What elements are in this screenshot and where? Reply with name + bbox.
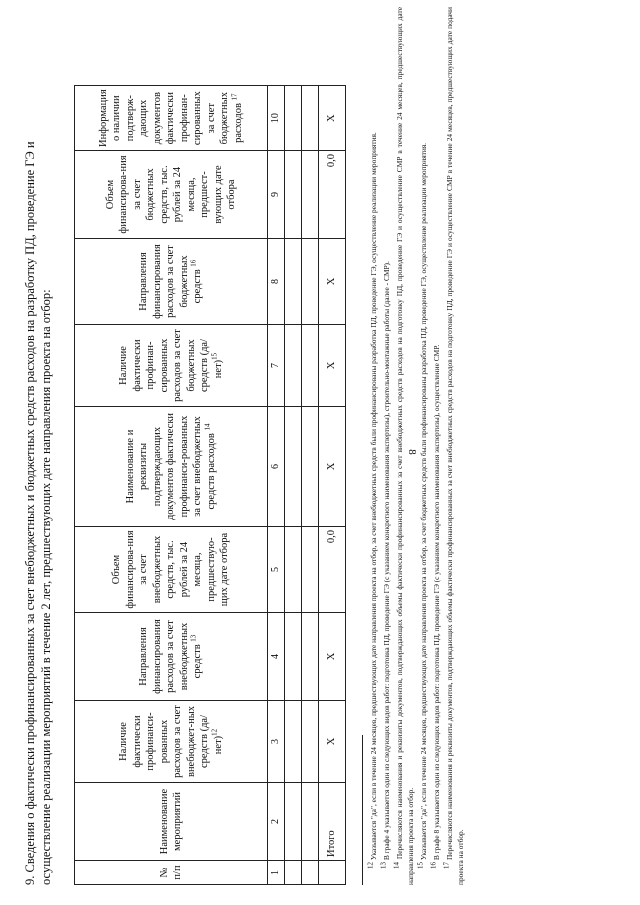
page-number: 8 [406, 449, 418, 455]
footnote: $^{16}$ В графе 8 указывается один из следующих видов работ: подготовка ПД, проведение ГЭ (с указанием конкретного наименования экспертизы), осуществление СМР. [429, 344, 441, 869]
total-cell: X [319, 613, 346, 701]
table-cell [302, 151, 319, 239]
column-number: 5 [268, 527, 285, 613]
column-number: 9 [268, 151, 285, 239]
column-number: 1 [268, 861, 285, 885]
column-number-row [268, 86, 285, 885]
table-cell [302, 783, 319, 861]
header-cell-9: Объем финансирова-ния за счет бюджетных средств, тыс. рублей за 24 месяца, предшест-вующих дате отбора [75, 151, 268, 239]
rotated-sheet [22, 0, 622, 893]
column-number: 2 [268, 783, 285, 861]
header-cell-4: Направления финансирования расходов за счет внебюджетных средств $^{13}$ [75, 613, 268, 701]
column-number: 10 [268, 86, 285, 151]
footnote: $^{12}$ Указывается "да", если в течение 24 месяцев, предшествующих дате направления проекта на отбор, за счет внебюджетных средств были профинансированы разработка ПД, проведение ГЭ, осуществление реализации мероприятия. [366, 132, 378, 869]
total-cell: X [319, 701, 346, 783]
footnotes [368, 7, 468, 885]
column-number: 8 [268, 239, 285, 325]
column-number: 6 [268, 407, 285, 527]
table-row [285, 86, 302, 885]
footnote: $^{17}$ Перечисляются наименования и реквизиты документов, подтверждающих объемы фактически профинансированных за счет внебюджетных средств расходов на подготовку ПД, проведение ГЭ и осуществление СМР в течение 24 месяцев, предшествующих дате подачи проекта на отбор. [442, 7, 465, 885]
table-cell [285, 86, 302, 151]
total-row [319, 86, 346, 885]
header-cell-7: Наличие фактически профинан-сированных расходов за счет бюджетных средств $(да/нет)^{15}$ [75, 325, 268, 407]
total-label: Итого [319, 783, 346, 861]
table-cell [285, 613, 302, 701]
table-cell [302, 701, 319, 783]
total-cell: X [319, 239, 346, 325]
total-cell: 0,0 [319, 151, 346, 239]
table-cell [302, 613, 319, 701]
total-cell [319, 861, 346, 885]
total-cell: X [319, 407, 346, 527]
table-cell [302, 239, 319, 325]
footnote: $^{15}$ Указывается "да", если в течение 24 месяцев, предшествующих дате направления проекта на отбор, за счет бюджетных средств были профинансированы разработка ПД, проведение ГЭ, осуществление реализации мероприятия. [416, 142, 428, 869]
table-cell [302, 325, 319, 407]
header-cell-2: Наименование мероприятий [75, 783, 268, 861]
total-cell: X [319, 86, 346, 151]
heading-line-2: осуществление реализации мероприятий в течение 2 лет, предшествующих дате направления проекта на отбор: [39, 289, 53, 885]
table-cell [285, 325, 302, 407]
table-cell [302, 861, 319, 885]
table-cell [285, 407, 302, 527]
total-cell: 0,0 [319, 527, 346, 613]
header-cell-5: Объем финансирова-ния за счет внебюджетных средств, тыс. рублей за 24 месяца, предшествую-щих дате отбора [75, 527, 268, 613]
total-cell: X [319, 325, 346, 407]
financing-table [74, 85, 346, 885]
table-cell [285, 701, 302, 783]
footnote-divider [362, 735, 363, 885]
footnote: $^{13}$ В графе 4 указывается один из следующих видов работ: подготовка ПД, проведение ГЭ (с указанием конкретного наименования экспертизы), строительно-монтажные работы (далее - СМР). [379, 261, 391, 869]
heading-line-1: 9. Сведения о фактически профинансированных за счет внебюджетных и бюджетных средств расходов на разработку ПД, проведение ГЭ и [23, 141, 37, 885]
header-cell-6: Наименование и реквизиты подтверждающих документов фактически профинанси-рованных за счет внебюджетных средств расходов $^{14}$ [75, 407, 268, 527]
table-cell [285, 861, 302, 885]
column-number: 3 [268, 701, 285, 783]
header-cell-1: № п/п [75, 861, 268, 885]
header-cell-10: Информация о наличии подтверж-дающих документов фактически профинан-сированных за счет бюджетных расходов $^{17}$ [75, 86, 268, 151]
column-number: 7 [268, 325, 285, 407]
section-heading [22, 5, 54, 885]
table-cell [285, 151, 302, 239]
header-cell-8: Направления финансирования расходов за счет бюджетных средств $^{16}$ [75, 239, 268, 325]
table-cell [285, 239, 302, 325]
table-cell [302, 86, 319, 151]
header-cell-3: Наличие фактически профинанси-рованных расходов за счет внебюджет-ных средств $(да/нет)^{12}$ [75, 701, 268, 783]
column-number: 4 [268, 613, 285, 701]
footnote: $^{14}$ Перечисляются наименования и реквизиты документов, подтверждающих объемы фактически профинансированных за счет внебюджетных средств расходов на подготовку ПД, проведение ГЭ и осуществление СМР в течение 24 месяцев, предшествующих дате направления проекта на отбор. [392, 7, 415, 885]
table-cell [285, 527, 302, 613]
table-cell [302, 407, 319, 527]
table-header-row [75, 86, 268, 885]
table-cell [285, 783, 302, 861]
table-row [302, 86, 319, 885]
table-cell [302, 527, 319, 613]
